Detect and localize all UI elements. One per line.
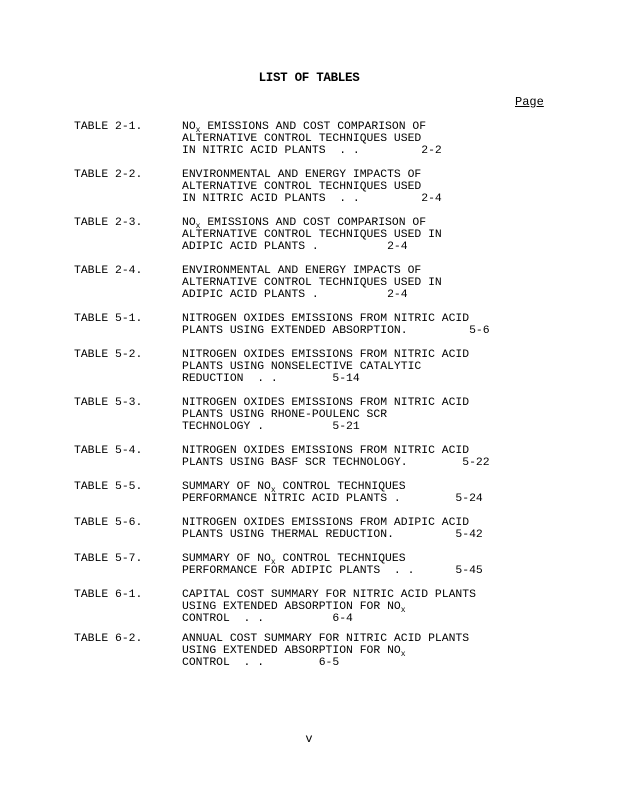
- caption-line: NITROGEN OXIDES EMISSIONS FROM NITRIC ACID: [182, 445, 470, 457]
- subscript: x: [195, 222, 201, 231]
- table-number: TABLE 2-1.: [74, 121, 143, 133]
- page-number: v: [305, 732, 313, 746]
- caption-line: ADIPIC ACID PLANTS . 2-4: [182, 241, 408, 253]
- caption-line: ENVIRONMENTAL AND ENERGY IMPACTS OF: [182, 265, 422, 277]
- caption-line: USING EXTENDED ABSORPTION FOR $NO_x$: [182, 645, 406, 659]
- caption-line: PERFORMANCE FOR ADIPIC PLANTS . . 5-45: [182, 565, 483, 577]
- subscript: x: [270, 558, 276, 567]
- caption-line: CAPITAL COST SUMMARY FOR NITRIC ACID PLANTS: [182, 589, 476, 601]
- table-caption: [182, 121, 582, 157]
- caption-line: NITROGEN OXIDES EMISSIONS FROM ADIPIC ACID: [182, 517, 470, 529]
- subscript: x: [270, 486, 276, 495]
- table-number: TABLE 5-7.: [74, 553, 143, 565]
- caption-line: PLANTS USING BASF SCR TECHNOLOGY. 5-22: [182, 457, 490, 469]
- caption-line: SUMMARY OF $NO_x$ CONTROL TECHNIQUES: [182, 553, 406, 567]
- caption-line: USING EXTENDED ABSORPTION FOR $NO_x$: [182, 601, 406, 615]
- caption-line: PLANTS USING RHONE-POULENC SCR: [182, 409, 388, 421]
- table-number: TABLE 5-5.: [74, 481, 143, 493]
- table-caption: [182, 313, 582, 337]
- caption-line: CONTROL . . 6-5: [182, 657, 340, 669]
- table-caption: [182, 349, 582, 385]
- caption-line: IN NITRIC ACID PLANTS . . 2-2: [182, 145, 442, 157]
- table-caption: [182, 169, 582, 205]
- caption-line: ENVIRONMENTAL AND ENERGY IMPACTS OF: [182, 169, 422, 181]
- table-number: TABLE 6-1.: [74, 589, 143, 601]
- table-caption: [182, 445, 582, 469]
- caption-line: NITROGEN OXIDES EMISSIONS FROM NITRIC ACID: [182, 349, 470, 361]
- caption-line: TECHNOLOGY . 5-21: [182, 421, 360, 433]
- table-caption: [182, 589, 582, 625]
- table-number: TABLE 5-2.: [74, 349, 143, 361]
- subscript: x: [400, 650, 406, 659]
- caption-line: ADIPIC ACID PLANTS . 2-4: [182, 289, 408, 301]
- caption-line: PLANTS USING EXTENDED ABSORPTION. 5-6: [182, 325, 490, 337]
- caption-line: NITROGEN OXIDES EMISSIONS FROM NITRIC ACID: [182, 397, 470, 409]
- table-number: TABLE 5-3.: [74, 397, 143, 409]
- table-number: TABLE 2-2.: [74, 169, 143, 181]
- table-caption: [182, 217, 582, 253]
- table-number: TABLE 5-4.: [74, 445, 143, 457]
- caption-line: PLANTS USING THERMAL REDUCTION. 5-42: [182, 529, 483, 541]
- page-column-header: Page: [515, 95, 544, 109]
- table-number: TABLE 2-4.: [74, 265, 143, 277]
- caption-line: CONTROL . . 6-4: [182, 613, 353, 625]
- caption-line: ALTERNATIVE CONTROL TECHNIQUES USED IN: [182, 277, 442, 289]
- table-number: TABLE 6-2.: [74, 633, 143, 645]
- caption-line: $NO_x$ EMISSIONS AND COST COMPARISON OF: [182, 217, 427, 231]
- caption-line: PERFORMANCE NITRIC ACID PLANTS . 5-24: [182, 493, 483, 505]
- table-caption: [182, 481, 582, 505]
- caption-line: ALTERNATIVE CONTROL TECHNIQUES USED: [182, 133, 422, 145]
- table-caption: [182, 265, 582, 301]
- caption-line: IN NITRIC ACID PLANTS . . 2-4: [182, 193, 442, 205]
- table-caption: [182, 553, 582, 577]
- table-caption: [182, 633, 582, 669]
- caption-line: NITROGEN OXIDES EMISSIONS FROM NITRIC ACID: [182, 313, 470, 325]
- table-number: TABLE 2-3.: [74, 217, 143, 229]
- caption-line: ALTERNATIVE CONTROL TECHNIQUES USED: [182, 181, 422, 193]
- subscript: x: [400, 606, 406, 615]
- subscript: x: [195, 126, 201, 135]
- caption-line: SUMMARY OF $NO_x$ CONTROL TECHNIQUES: [182, 481, 406, 495]
- table-caption: [182, 517, 582, 541]
- caption-line: PLANTS USING NONSELECTIVE CATALYTIC: [182, 361, 422, 373]
- caption-line: REDUCTION . . 5-14: [182, 373, 360, 385]
- table-number: TABLE 5-6.: [74, 517, 143, 529]
- table-number: TABLE 5-1.: [74, 313, 143, 325]
- caption-line: ANNUAL COST SUMMARY FOR NITRIC ACID PLANTS: [182, 633, 470, 645]
- caption-line: $NO_x$ EMISSIONS AND COST COMPARISON OF: [182, 121, 427, 135]
- table-caption: [182, 397, 582, 433]
- caption-line: ALTERNATIVE CONTROL TECHNIQUES USED IN: [182, 229, 442, 241]
- page-title: LIST OF TABLES: [258, 71, 360, 85]
